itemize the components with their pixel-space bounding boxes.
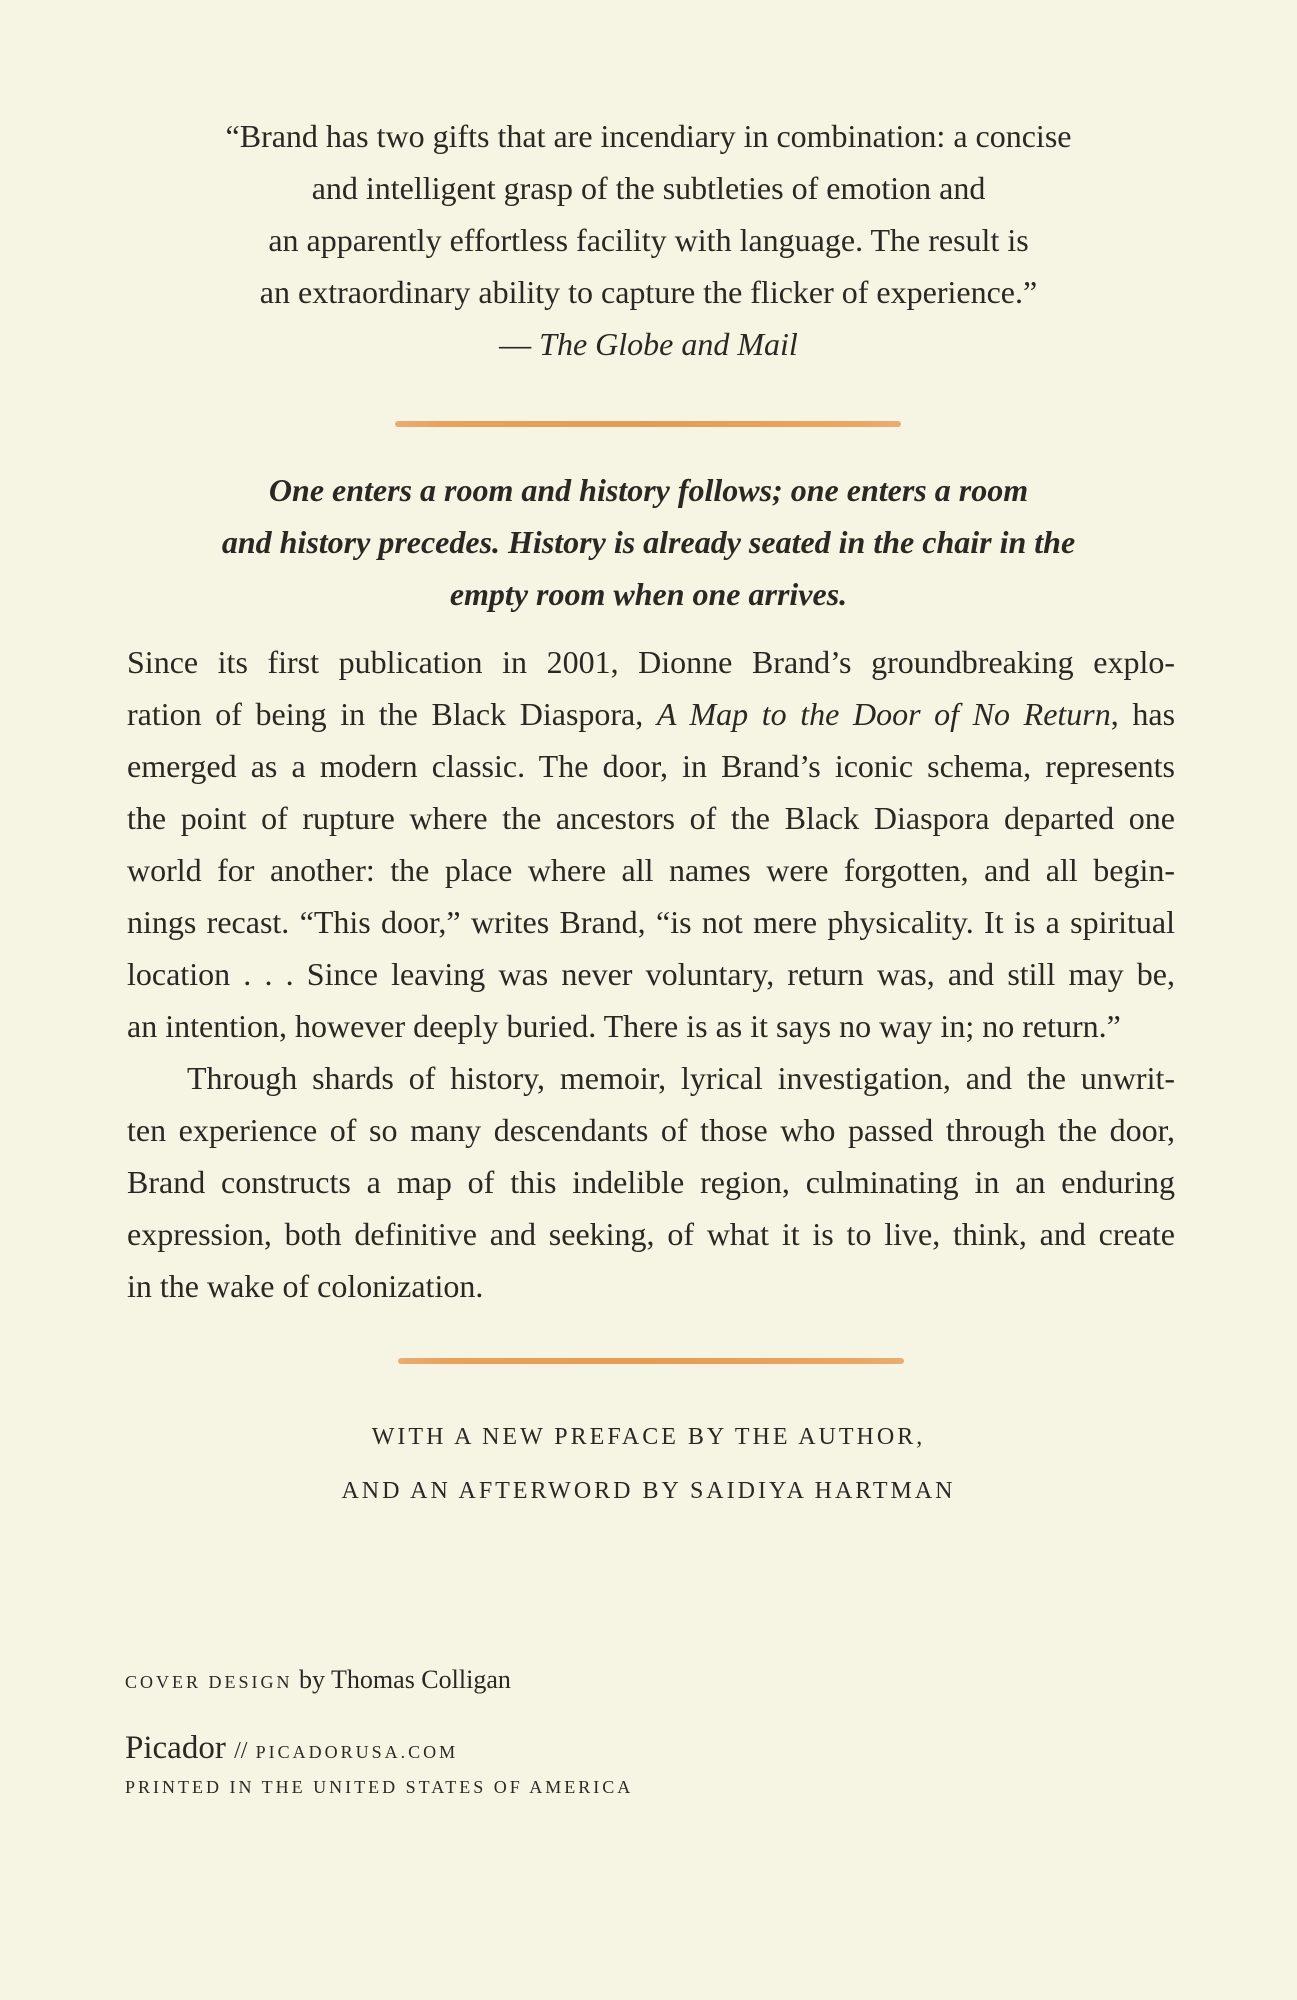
description-line: Through shards of history, memoir, lyrical investigation, and the unwrit- (187, 1060, 1175, 1096)
quote-line: “Brand has two gifts that are incendiary in combination: a concise (225, 118, 1072, 154)
book-title: A Map to the Door of No Return (656, 696, 1111, 732)
description-line: in the wake of colonization. (127, 1268, 484, 1304)
description-text: , has (1110, 696, 1176, 732)
book-description (127, 636, 1175, 1312)
publisher-name: Picador (125, 1730, 226, 1766)
attribution-dash: — (499, 326, 532, 362)
edition-credits (0, 1410, 1297, 1518)
description-line: an intention, however deeply buried. There is as it says no way in; no return.” (127, 1008, 1121, 1044)
description-line: the point of rupture where the ancestors of the Black Diaspora departed one (127, 800, 1175, 836)
orange-divider-top (395, 421, 901, 427)
description-text: ration of being in the Black Diaspora, (127, 696, 657, 732)
quote-line: an apparently effortless facility with language. The result is (268, 222, 1029, 258)
press-quote (200, 110, 1097, 370)
cover-design-credit (125, 1660, 1025, 1702)
description-line: Brand constructs a map of this indelible region, culminating in an enduring (127, 1164, 1175, 1200)
quote-line: and intelligent grasp of the subtleties of emotion and (311, 170, 986, 206)
cover-designer: by Thomas Colligan (299, 1665, 511, 1694)
publisher-website: PICADORUSA.COM (255, 1742, 459, 1762)
description-line (127, 688, 1175, 740)
quote-attribution (200, 318, 1097, 370)
description-line: nings recast. “This door,” writes Brand, “is not mere physicality. It is a spiritual (127, 904, 1175, 940)
description-line: emerged as a modern classic. The door, in Brand’s iconic schema, represents (127, 748, 1175, 784)
quote-source: The Globe and Mail (539, 326, 798, 362)
description-line: Since its first publication in 2001, Dionne Brand’s groundbreaking explo- (127, 644, 1175, 680)
publisher-line (125, 1728, 1025, 1772)
epigraph (150, 464, 1147, 620)
orange-divider-bottom (398, 1358, 904, 1364)
credits-line: WITH A NEW PREFACE BY THE AUTHOR, (371, 1424, 926, 1450)
epigraph-line: One enters a room and history follows; one enters a room (268, 472, 1029, 508)
credits-line: AND AN AFTERWORD BY SAIDIYA HARTMAN (341, 1478, 956, 1504)
cover-design-label: COVER DESIGN (125, 1672, 293, 1692)
colophon (125, 1660, 1025, 1802)
description-line: ten experience of so many descendants of those who passed through the door, (127, 1112, 1175, 1148)
description-line: location . . . Since leaving was never voluntary, return was, and still may be, (127, 956, 1175, 992)
description-line: expression, both definitive and seeking, of what it is to live, think, and create (127, 1216, 1175, 1252)
epigraph-line: and history precedes. History is already seated in the chair in the (221, 524, 1076, 560)
printed-in: PRINTED IN THE UNITED STATES OF AMERICA (125, 1777, 634, 1797)
description-line: world for another: the place where all names were forgotten, and all begin- (127, 852, 1175, 888)
separator: // (234, 1738, 248, 1764)
quote-line: an extraordinary ability to capture the flicker of experience.” (259, 274, 1038, 310)
epigraph-line: empty room when one arrives. (449, 576, 848, 612)
